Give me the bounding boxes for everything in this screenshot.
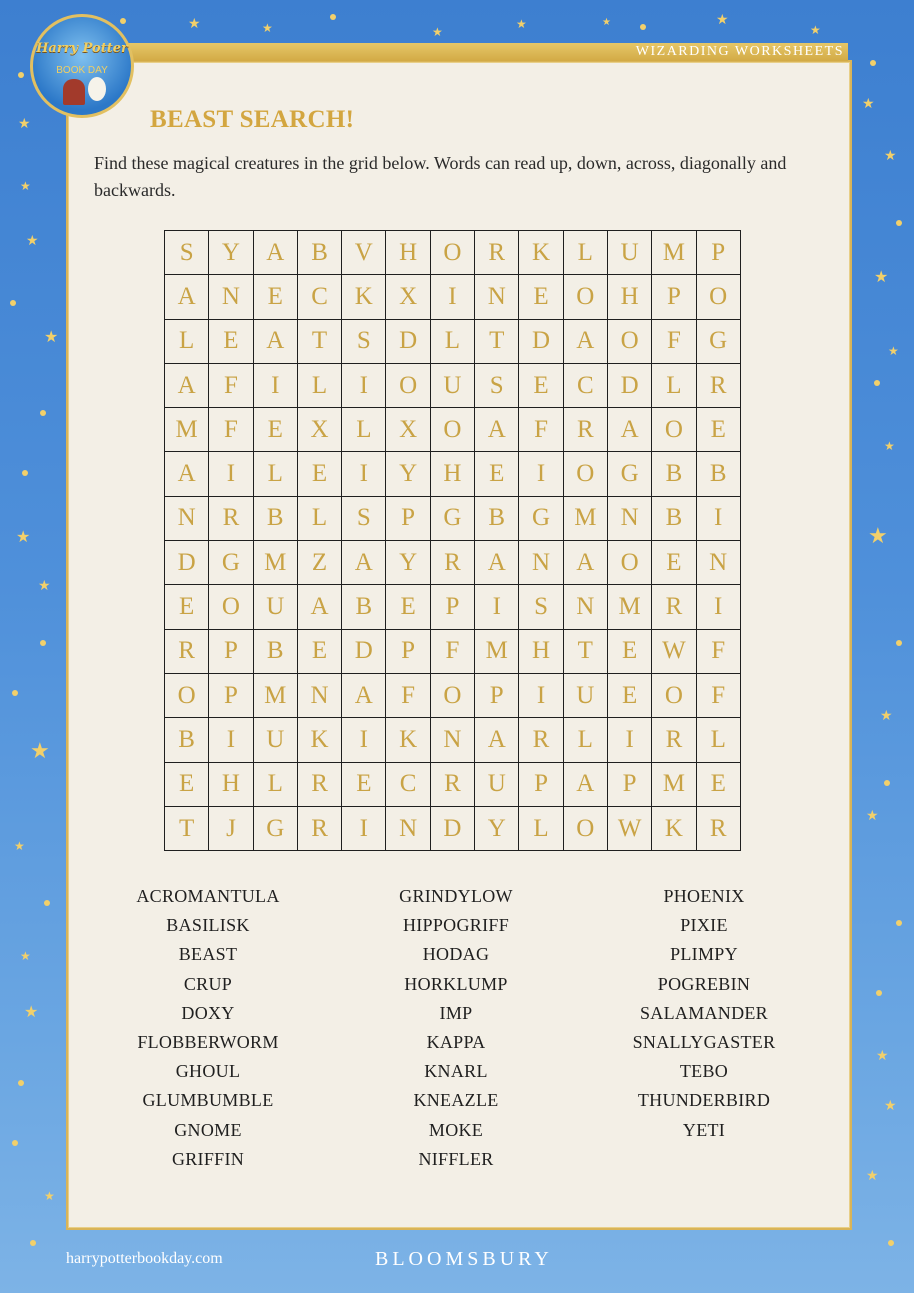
grid-cell[interactable]: O [386,364,430,408]
dot-decoration [10,300,16,306]
word-list-item: GHOUL [175,1061,241,1082]
grid-cell[interactable]: L [431,320,475,364]
grid-cell[interactable]: L [165,320,209,364]
grid-cell[interactable]: O [165,674,209,718]
star-icon: ★ [874,269,889,286]
word-list-item: BEAST [178,944,238,965]
word-list-item: SNALLYGASTER [632,1032,776,1053]
grid-cell[interactable]: O [564,452,608,496]
grid-cell[interactable]: X [386,408,430,452]
star-icon: ★ [44,1189,55,1203]
grid-cell[interactable]: R [652,585,696,629]
star-icon: ★ [884,439,895,453]
grid-cell[interactable]: E [254,408,298,452]
grid-cell[interactable]: D [519,320,563,364]
grid-cell[interactable]: Y [386,452,430,496]
grid-cell[interactable]: F [519,408,563,452]
grid-cell[interactable]: I [342,718,386,762]
grid-cell[interactable]: M [475,630,519,674]
word-list-item: FLOBBERWORM [137,1032,279,1053]
grid-cell[interactable]: A [564,320,608,364]
grid-cell[interactable]: E [165,763,209,807]
grid-cell[interactable]: F [431,630,475,674]
grid-cell[interactable]: L [564,231,608,275]
star-icon: ★ [30,738,50,763]
word-list-item: POGREBIN [657,973,751,994]
grid-cell[interactable]: D [342,630,386,674]
grid-cell[interactable]: R [475,231,519,275]
grid-cell[interactable]: I [608,718,652,762]
word-list-item: PIXIE [680,915,728,936]
grid-cell[interactable]: O [431,408,475,452]
grid-cell[interactable]: L [298,497,342,541]
grid-cell[interactable]: I [209,452,253,496]
star-icon: ★ [16,529,31,546]
grid-cell[interactable]: Y [209,231,253,275]
dot-decoration [870,60,876,66]
grid-cell[interactable]: C [386,763,430,807]
grid-cell[interactable]: M [608,585,652,629]
word-list-item: GRIFFIN [171,1148,245,1169]
grid-cell[interactable]: Z [298,541,342,585]
grid-cell[interactable]: U [254,585,298,629]
grid-cell[interactable]: F [209,408,253,452]
word-list-item: HORKLUMP [404,973,508,994]
header-ribbon [128,43,848,61]
word-list-item: KNARL [424,1061,488,1082]
star-icon: ★ [602,17,611,28]
grid-cell[interactable]: A [342,674,386,718]
grid-cell[interactable]: I [342,452,386,496]
grid-cell[interactable]: E [652,541,696,585]
dot-decoration [12,1140,18,1146]
grid-cell[interactable]: R [652,718,696,762]
star-icon: ★ [262,21,273,35]
dot-decoration [40,410,46,416]
grid-cell[interactable]: I [342,364,386,408]
grid-cell[interactable]: F [652,320,696,364]
grid-cell[interactable]: A [475,541,519,585]
grid-cell[interactable]: K [386,718,430,762]
grid-cell[interactable]: O [652,408,696,452]
logo-title: Harry Potter [36,41,128,56]
dot-decoration [330,14,336,20]
grid-cell[interactable]: T [475,320,519,364]
grid-cell[interactable]: O [564,275,608,319]
grid-cell[interactable]: E [342,763,386,807]
star-icon: ★ [880,709,893,724]
grid-cell[interactable]: A [254,231,298,275]
word-list-column-3 [604,882,804,1145]
word-list-item: GRINDYLOW [399,886,513,906]
grid-cell[interactable]: G [608,452,652,496]
dot-decoration [888,1240,894,1246]
grid-cell[interactable]: P [697,231,741,275]
grid-cell[interactable]: B [342,585,386,629]
grid-cell[interactable]: R [431,541,475,585]
grid-cell[interactable]: V [342,231,386,275]
star-icon: ★ [18,117,31,132]
grid-cell[interactable]: O [431,231,475,275]
grid-cell[interactable]: K [652,807,696,851]
grid-cell[interactable]: U [254,718,298,762]
grid-cell[interactable]: W [652,630,696,674]
harry-potter-book-day-logo [30,14,134,118]
grid-cell[interactable]: F [697,630,741,674]
grid-cell[interactable]: L [254,452,298,496]
word-list-column-1 [108,882,308,1174]
word-list-item: SALAMANDER [639,1002,768,1023]
grid-cell[interactable]: H [608,275,652,319]
grid-cell[interactable]: X [298,408,342,452]
grid-cell[interactable]: G [254,807,298,851]
dot-decoration [12,690,18,696]
grid-cell[interactable]: N [697,541,741,585]
ribbon-label: WIZARDING WORKSHEETS [635,44,844,59]
star-icon: ★ [876,1049,889,1064]
grid-cell[interactable]: P [386,497,430,541]
grid-cell[interactable]: E [697,763,741,807]
star-icon: ★ [26,234,39,249]
harry-figure-icon [63,79,85,105]
word-list-item: GNOME [174,1119,242,1140]
grid-cell[interactable]: R [298,807,342,851]
word-list-item: PLIMPY [670,944,738,965]
grid-cell[interactable]: M [254,674,298,718]
dot-decoration [876,990,882,996]
grid-cell[interactable]: A [298,585,342,629]
grid-cell[interactable]: S [165,231,209,275]
grid-cell[interactable]: E [608,630,652,674]
star-icon: ★ [866,1169,879,1184]
star-icon: ★ [868,523,888,548]
grid-cell[interactable]: P [386,630,430,674]
grid-cell[interactable]: P [652,275,696,319]
grid-cell[interactable]: S [342,320,386,364]
grid-cell[interactable]: O [608,541,652,585]
grid-cell[interactable]: S [519,585,563,629]
star-icon: ★ [14,839,25,853]
word-list-item: NIFFLER [418,1148,494,1169]
grid-cell[interactable]: N [564,585,608,629]
grid-cell[interactable]: O [652,674,696,718]
grid-cell[interactable]: B [254,497,298,541]
grid-cell[interactable]: I [519,452,563,496]
grid-cell[interactable]: R [519,718,563,762]
dot-decoration [640,24,646,30]
dot-decoration [18,1080,24,1086]
grid-cell[interactable]: P [519,763,563,807]
grid-cell[interactable]: G [697,320,741,364]
grid-cell[interactable]: R [564,408,608,452]
grid-cell[interactable]: B [652,497,696,541]
page-title: BEAST SEARCH! [150,106,355,133]
grid-cell[interactable]: M [652,763,696,807]
grid-cell[interactable]: P [209,674,253,718]
grid-cell[interactable]: K [298,718,342,762]
grid-cell[interactable]: O [608,320,652,364]
grid-cell[interactable]: O [209,585,253,629]
grid-cell[interactable]: L [652,364,696,408]
grid-cell[interactable]: N [475,275,519,319]
word-list-item: HODAG [422,944,490,965]
grid-cell[interactable]: L [564,718,608,762]
dot-decoration [884,780,890,786]
word-list-item: KNEAZLE [413,1090,499,1111]
dot-decoration [874,380,880,386]
grid-cell[interactable]: A [608,408,652,452]
word-list-item: PHOENIX [663,886,745,906]
footer-url[interactable]: harrypotterbookday.com [66,1250,223,1267]
grid-cell[interactable]: O [431,674,475,718]
grid-cell[interactable]: E [519,364,563,408]
grid-cell[interactable]: A [475,718,519,762]
grid-cell[interactable]: R [165,630,209,674]
grid-cell[interactable]: W [608,807,652,851]
grid-cell[interactable]: M [165,408,209,452]
grid-cell[interactable]: U [475,763,519,807]
grid-cell[interactable]: N [165,497,209,541]
grid-cell[interactable]: A [564,763,608,807]
grid-cell[interactable]: I [519,674,563,718]
grid-cell[interactable]: K [342,275,386,319]
grid-cell[interactable]: B [298,231,342,275]
grid-cell[interactable]: F [697,674,741,718]
grid-cell[interactable]: D [608,364,652,408]
grid-cell[interactable]: S [342,497,386,541]
grid-cell[interactable]: I [697,585,741,629]
dot-decoration [22,470,28,476]
word-list-item: ACROMANTULA [136,886,280,906]
star-icon: ★ [188,17,201,32]
grid-cell[interactable]: B [254,630,298,674]
dot-decoration [896,920,902,926]
grid-cell[interactable]: A [475,408,519,452]
star-icon: ★ [862,97,875,112]
star-icon: ★ [884,1099,897,1114]
star-icon: ★ [888,344,899,358]
grid-cell[interactable]: R [697,364,741,408]
grid-cell[interactable]: U [431,364,475,408]
grid-cell[interactable]: M [564,497,608,541]
star-icon: ★ [20,949,31,963]
grid-cell[interactable]: D [165,541,209,585]
word-list-item: THUNDERBIRD [637,1090,771,1111]
grid-cell[interactable]: U [564,674,608,718]
grid-cell[interactable]: I [697,497,741,541]
grid-cell[interactable]: G [209,541,253,585]
grid-cell[interactable]: H [209,763,253,807]
grid-cell[interactable]: A [165,275,209,319]
grid-cell[interactable]: L [298,364,342,408]
star-icon: ★ [516,17,527,31]
logo-subtitle: BOOK DAY [56,65,108,76]
star-icon: ★ [716,13,729,28]
grid-cell[interactable]: M [254,541,298,585]
owl-icon [88,77,106,101]
star-icon: ★ [810,23,821,37]
word-list-item: IMP [439,1002,473,1023]
word-list-column-2 [356,882,556,1174]
star-icon: ★ [866,809,879,824]
dot-decoration [18,72,24,78]
grid-cell[interactable]: R [431,763,475,807]
grid-cell[interactable]: I [475,585,519,629]
grid-cell[interactable]: U [608,231,652,275]
grid-cell[interactable]: E [298,630,342,674]
star-icon: ★ [38,579,51,594]
grid-cell[interactable]: R [298,763,342,807]
word-list-item: DOXY [181,1002,235,1023]
grid-cell[interactable]: I [342,807,386,851]
grid-cell[interactable]: X [386,275,430,319]
grid-cell[interactable]: O [697,275,741,319]
star-icon: ★ [44,329,59,346]
grid-cell[interactable]: H [386,231,430,275]
dot-decoration [896,220,902,226]
word-list-item: CRUP [183,973,233,994]
grid-cell[interactable]: E [519,275,563,319]
grid-cell[interactable]: O [564,807,608,851]
dot-decoration [896,640,902,646]
grid-cell[interactable]: H [431,452,475,496]
grid-cell[interactable]: E [386,585,430,629]
grid-cell[interactable]: E [475,452,519,496]
word-search-grid [164,230,741,851]
publisher-logo: BLOOMSBURY [375,1248,553,1270]
grid-cell[interactable]: L [254,763,298,807]
grid-cell[interactable]: C [298,275,342,319]
grid-cell[interactable]: R [697,807,741,851]
grid-cell[interactable]: T [298,320,342,364]
word-list-item: KAPPA [426,1032,486,1053]
grid-cell[interactable]: G [519,497,563,541]
word-list-item: TEBO [679,1061,729,1082]
grid-cell[interactable]: B [652,452,696,496]
grid-cell[interactable]: A [564,541,608,585]
grid-cell[interactable]: N [431,718,475,762]
grid-cell[interactable]: I [254,364,298,408]
grid-cell[interactable]: Y [475,807,519,851]
grid-cell[interactable]: P [475,674,519,718]
grid-cell[interactable]: I [431,275,475,319]
grid-cell[interactable]: B [697,452,741,496]
grid-cell[interactable]: A [254,320,298,364]
grid-cell[interactable]: R [209,497,253,541]
grid-cell[interactable]: N [608,497,652,541]
grid-cell[interactable]: L [519,807,563,851]
dot-decoration [40,640,46,646]
grid-cell[interactable]: L [342,408,386,452]
grid-cell[interactable]: P [608,763,652,807]
grid-cell[interactable]: B [165,718,209,762]
grid-cell[interactable]: E [165,585,209,629]
grid-cell[interactable]: E [608,674,652,718]
grid-cell[interactable]: N [386,807,430,851]
grid-cell[interactable]: P [431,585,475,629]
grid-cell[interactable]: I [209,718,253,762]
star-icon: ★ [20,179,31,193]
dot-decoration [120,18,126,24]
grid-cell[interactable]: Y [386,541,430,585]
grid-cell[interactable]: F [209,364,253,408]
word-list-item: YETI [682,1119,726,1140]
grid-cell[interactable]: A [165,452,209,496]
dot-decoration [30,1240,36,1246]
grid-cell[interactable]: L [697,718,741,762]
grid-cell[interactable]: N [519,541,563,585]
grid-cell[interactable]: H [519,630,563,674]
grid-cell[interactable]: N [298,674,342,718]
grid-cell[interactable]: N [209,275,253,319]
grid-cell[interactable]: T [165,807,209,851]
grid-cell[interactable]: E [209,320,253,364]
star-icon: ★ [432,25,443,39]
grid-cell[interactable]: D [386,320,430,364]
grid-cell[interactable]: F [386,674,430,718]
star-icon: ★ [884,149,897,164]
grid-cell[interactable]: S [475,364,519,408]
grid-cell[interactable]: A [165,364,209,408]
grid-cell[interactable]: P [209,630,253,674]
dot-decoration [44,900,50,906]
grid-cell[interactable]: B [475,497,519,541]
instructions: Find these magical creatures in the grid below. Words can read up, down, across, diagonally and backwards. [94,153,787,200]
grid-cell[interactable]: M [652,231,696,275]
grid-cell[interactable]: E [697,408,741,452]
grid-cell[interactable]: C [564,364,608,408]
grid-cell[interactable]: T [564,630,608,674]
grid-cell[interactable]: G [431,497,475,541]
grid-cell[interactable]: E [254,275,298,319]
star-icon: ★ [24,1004,39,1021]
word-list-item: HIPPOGRIFF [402,915,510,936]
grid-cell[interactable]: J [209,807,253,851]
grid-cell[interactable]: A [342,541,386,585]
grid-cell[interactable]: E [298,452,342,496]
word-list-item: GLUMBUMBLE [142,1090,274,1111]
word-list-item: MOKE [428,1119,484,1140]
word-list-item: BASILISK [166,915,250,936]
grid-cell[interactable]: K [519,231,563,275]
grid-cell[interactable]: D [431,807,475,851]
